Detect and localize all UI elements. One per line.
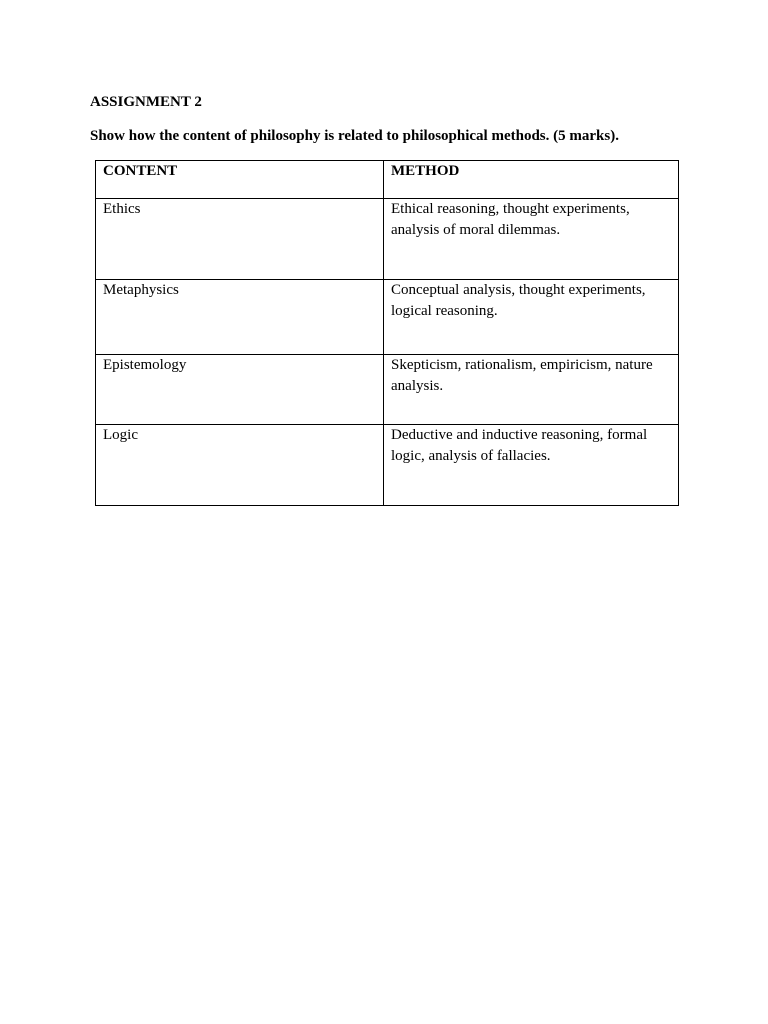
method-text: Ethical reasoning, thought experiments, analysis of moral dilemmas. [391,201,630,238]
method-cell [384,199,679,280]
content-text: Epistemology [103,357,187,373]
method-cell [384,280,679,355]
content-cell [96,280,384,355]
header-method [384,161,679,199]
assignment-question: Show how the content of philosophy is related to philosophical methods. (5 marks). [90,128,619,144]
method-text: Conceptual analysis, thought experiments, logical reasoning. [391,282,646,319]
table-row [96,280,679,355]
content-cell [96,199,384,280]
method-cell [384,355,679,425]
content-text: Logic [103,427,138,443]
content-text: Ethics [103,201,141,217]
table-row [96,355,679,425]
header-method-label: METHOD [391,163,460,179]
content-cell [96,425,384,506]
table-row [96,425,679,506]
method-text: Skepticism, rationalism, empiricism, nature analysis. [391,357,653,394]
table-row [96,199,679,280]
header-content [96,161,384,199]
content-text: Metaphysics [103,282,179,298]
content-cell [96,355,384,425]
table-header-row [96,161,679,199]
content-method-table [95,160,679,506]
method-text: Deductive and inductive reasoning, formal logic, analysis of fallacies. [391,427,648,464]
header-content-label: CONTENT [103,163,178,179]
assignment-heading: ASSIGNMENT 2 [90,94,202,110]
method-cell [384,425,679,506]
